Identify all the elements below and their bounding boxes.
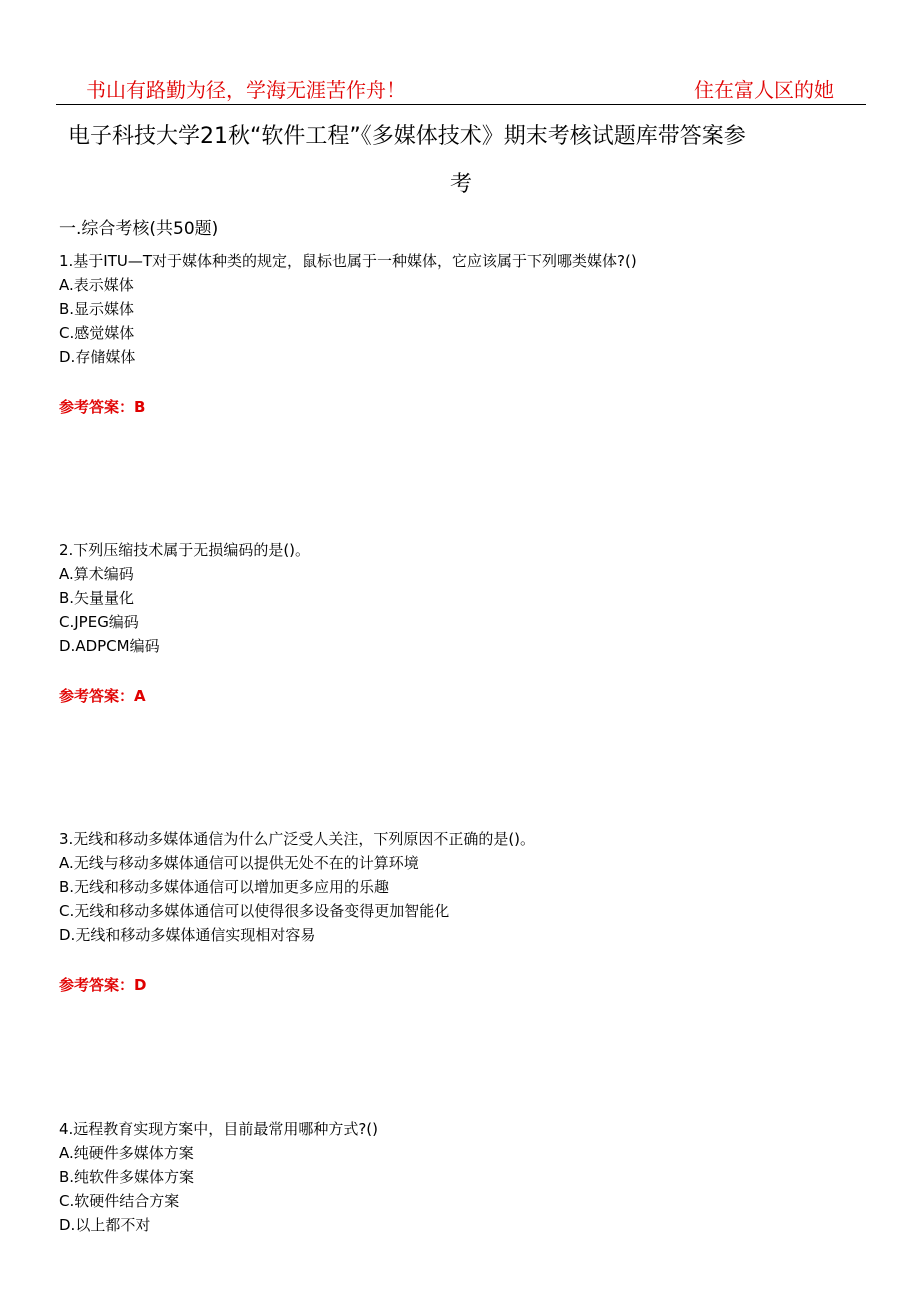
option-c: C.JPEG编码 [59, 613, 139, 631]
option-d: D.无线和移动多媒体通信实现相对容易 [59, 926, 316, 944]
question-1 [59, 249, 859, 369]
option-c: C.感觉媒体 [59, 324, 135, 342]
answer-2: 参考答案：A [59, 687, 146, 705]
option-d: D.ADPCM编码 [59, 637, 160, 655]
option-b: B.矢量量化 [59, 589, 135, 607]
page-header [56, 70, 866, 105]
question-text: 4.远程教育实现方案中，目前最常用哪种方式?() [59, 1120, 378, 1138]
option-a: A.纯硬件多媒体方案 [59, 1144, 194, 1162]
question-2 [59, 538, 859, 658]
title-line-1: 电子科技大学21秋“软件工程”《多媒体技术》期末考核试题库带答案参 [68, 124, 746, 149]
header-motto-left: 书山有路勤为径，学海无涯苦作舟！ [86, 78, 406, 102]
section-heading: 一.综合考核(共50题) [59, 219, 219, 239]
option-a: A.算术编码 [59, 565, 134, 583]
option-d: D.以上都不对 [59, 1216, 151, 1234]
answer-3: 参考答案：D [59, 976, 147, 994]
option-c: C.软硬件结合方案 [59, 1192, 180, 1210]
option-d: D.存储媒体 [59, 348, 136, 366]
option-b: B.纯软件多媒体方案 [59, 1168, 195, 1186]
header-motto-right: 住在富人区的她 [694, 78, 834, 102]
answer-1: 参考答案：B [59, 398, 146, 416]
question-text: 3.无线和移动多媒体通信为什么广泛受人关注，下列原因不正确的是()。 [59, 830, 536, 848]
question-text: 2.下列压缩技术属于无损编码的是()。 [59, 541, 311, 559]
option-b: B.无线和移动多媒体通信可以增加更多应用的乐趣 [59, 878, 390, 896]
option-b: B.显示媒体 [59, 300, 135, 318]
option-a: A.表示媒体 [59, 276, 134, 294]
option-a: A.无线与移动多媒体通信可以提供无处不在的计算环境 [59, 854, 419, 872]
document-title [56, 113, 866, 209]
question-text: 1.基于ITU—T对于媒体种类的规定，鼠标也属于一种媒体，它应该属于下列哪类媒体?() [59, 252, 637, 270]
question-3 [59, 827, 859, 947]
option-c: C.无线和移动多媒体通信可以使得很多设备变得更加智能化 [59, 902, 450, 920]
question-4 [59, 1117, 859, 1237]
title-line-2: 考 [449, 172, 472, 197]
